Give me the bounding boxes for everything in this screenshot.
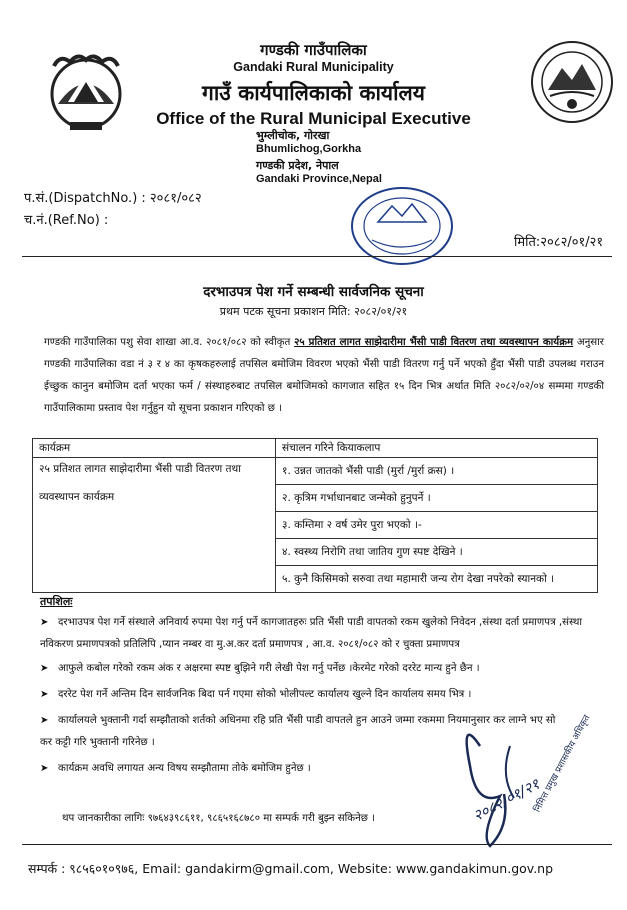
program-cell: २५ प्रतिशत लागत साझेदारीमा भैंसी पाडी वितरण तथा व्यवस्थापन कार्यक्रम bbox=[33, 458, 276, 593]
arrow-bullet-icon: ➤ bbox=[40, 663, 49, 674]
arrow-bullet-icon: ➤ bbox=[40, 763, 49, 774]
arrow-bullet-icon: ➤ bbox=[40, 715, 49, 726]
conditions-heading: तपशिलः bbox=[40, 595, 73, 608]
address-np-1: भुम्लीचोक, गोरखा bbox=[256, 129, 330, 142]
program-table bbox=[32, 438, 598, 593]
issue-date: मिति:२०८२/०१/२१ bbox=[514, 235, 604, 250]
activity-item: ५. कुनै किसिमको सरुवा तथा महामारी जन्य रोग देखा नपरेको स्यानको । bbox=[276, 566, 598, 593]
municipality-name-np: गण्डकी गाउँपालिका bbox=[260, 41, 367, 59]
notice-paragraph: गण्डकी गाउँपालिका पशु सेवा शाखा आ.व. २०८१/०८२ को स्वीकृत २५ प्रतिशत लागत साझेदारीमा भैंसी पाडी वितरण तथा व्यवस्थापन कार्यक्रम अनुसार गण्डकी गाउँपालिका वडा नं ३ र ४ का कृषकहरुलाई तपसिल बमोजिम विवरण भएको भैंसी पाडी वितरण गर्नु पर्ने भएको हुँदा भैंसी पाडी उपलब्ध गराउन ईच्छुक कानुन बमोजिम दर्ता भएका फर्म / संस्थाहरुबाट तपसिल बमोजिमको कागजात सहित १५ दिन भित्र अर्थात मिति २०८२/०२/०४ सम्ममा गण्डकी गाउँपालिकामा प्रस्ताव पेश गर्नुहुन यो सूचना प्रकाशन गरिएको छ । bbox=[44, 337, 604, 414]
notice-subtitle: प्रथम पटक सूचना प्रकाशन मिति: २०८२/०१/२१ bbox=[219, 305, 408, 318]
address-en-1: Bhumlichog,Gorkha bbox=[256, 143, 362, 155]
program-name-highlight: २५ प्रतिशत लागत साझेदारीमा भैंसी पाडी वितरण तथा व्यवस्थापन कार्यक्रम bbox=[294, 337, 574, 348]
address-np-2: गण्डकी प्रदेश, नेपाल bbox=[256, 159, 339, 172]
activity-item: ३. कम्तिमा २ वर्ष उमेर पुरा भएको ।- bbox=[276, 512, 598, 539]
table-header-program: कार्यक्रम bbox=[33, 439, 276, 458]
office-name-np: गाउँ कार्यपालिकाको कार्यालय bbox=[202, 81, 425, 105]
dispatch-number: प.सं.(DispatchNo.) : २०८१/०८२ bbox=[24, 191, 202, 206]
signature-date: २०८२/०१/२१ bbox=[470, 775, 543, 825]
contact-note: थप जानकारीका लागिः ९७६४३९८६११, ९८६५१६८७८० मा सम्पर्क गरी बुझ्न सकिनेछ । bbox=[62, 813, 375, 824]
activity-item: १. उन्नत जातको भैंसी पाडी (मुर्रा /मुर्रा क्रस) । bbox=[276, 458, 598, 485]
arrow-bullet-icon: ➤ bbox=[40, 617, 49, 628]
activity-item: २. कृत्रिम गर्भाधानबाट जन्मेको हुनुपर्ने । bbox=[276, 485, 598, 512]
header-divider bbox=[22, 256, 612, 257]
condition-item: ➤ आफुले कबोल गरेको रकम अंक र अक्षरमा स्पष्ट बुझिने गरी लेखी पेश गर्नु पर्नेछ ।केरमेट गरेको दररेट मान्य हुने छैन । bbox=[40, 658, 600, 680]
condition-item: ➤ दररेट पेश गर्ने अन्तिम दिन सार्वजनिक बिदा पर्न गएमा सोको भोलीपल्ट कार्यालय खुल्ने दिन कार्यालय समय भित्र । bbox=[40, 684, 600, 706]
footer-divider bbox=[22, 844, 612, 845]
address-en-2: Gandaki Province,Nepal bbox=[256, 173, 382, 185]
activity-item: ४. स्वस्थ्य निरोगि तथा जातिय गुण स्पष्ट देखिने । bbox=[276, 539, 598, 566]
footer-contact: सम्पर्क : ९८५६०१०९७६, Email: gandakirm@gmail.com, Website: www.gandakimun.gov.np bbox=[28, 861, 554, 876]
reference-number: च.नं.(Ref.No) : bbox=[24, 213, 109, 228]
table-header-activities: संचालन गरिने कियाकलाप bbox=[276, 439, 598, 458]
notice-title: दरभाउपत्र पेश गर्ने सम्बन्धी सार्वजनिक सूचना bbox=[203, 284, 424, 300]
arrow-bullet-icon: ➤ bbox=[40, 689, 49, 700]
signatory-title: निमित्त प्रमुख प्रशासकीय अधिकृत bbox=[532, 713, 593, 815]
office-name-en: Office of the Rural Municipal Executive bbox=[156, 109, 471, 128]
condition-item: ➤ कार्यालयले भुक्तानी गर्दा सम्झौताको शर्तको अधिनमा रहि प्रति भैंसी पाडी वापतले हुन आउने जम्मा रकममा नियमानुसार कर लाग्ने भए सो कर कट्टी गरि भुक्तानी गरिनेछ । bbox=[40, 710, 560, 754]
municipality-name-en: Gandaki Rural Municipality bbox=[233, 60, 394, 74]
condition-item: ➤ कार्यक्रम अवधि लगायत अन्य विषय सम्झौतामा तोके बमोजिम हुनेछ । bbox=[40, 758, 600, 780]
condition-item: ➤ दरभाउपत्र पेश गर्ने संस्थाले अनिवार्य रुपमा पेश गर्नु पर्ने कागजातहरुः प्रति भैंसी पाडी वापतको रकम खुलेको निवेदन ,संस्था दर्ता प्रमाणपत्र ,संस्था नविकरण प्रमाणपत्रको प्रतिलिपि ,प्यान नम्बर वा मु.अ.कर दर्ता प्रमाणपत्र , आ.व. २०८१/०८२ को र चुक्ता प्रमाणपत्र bbox=[40, 612, 600, 656]
